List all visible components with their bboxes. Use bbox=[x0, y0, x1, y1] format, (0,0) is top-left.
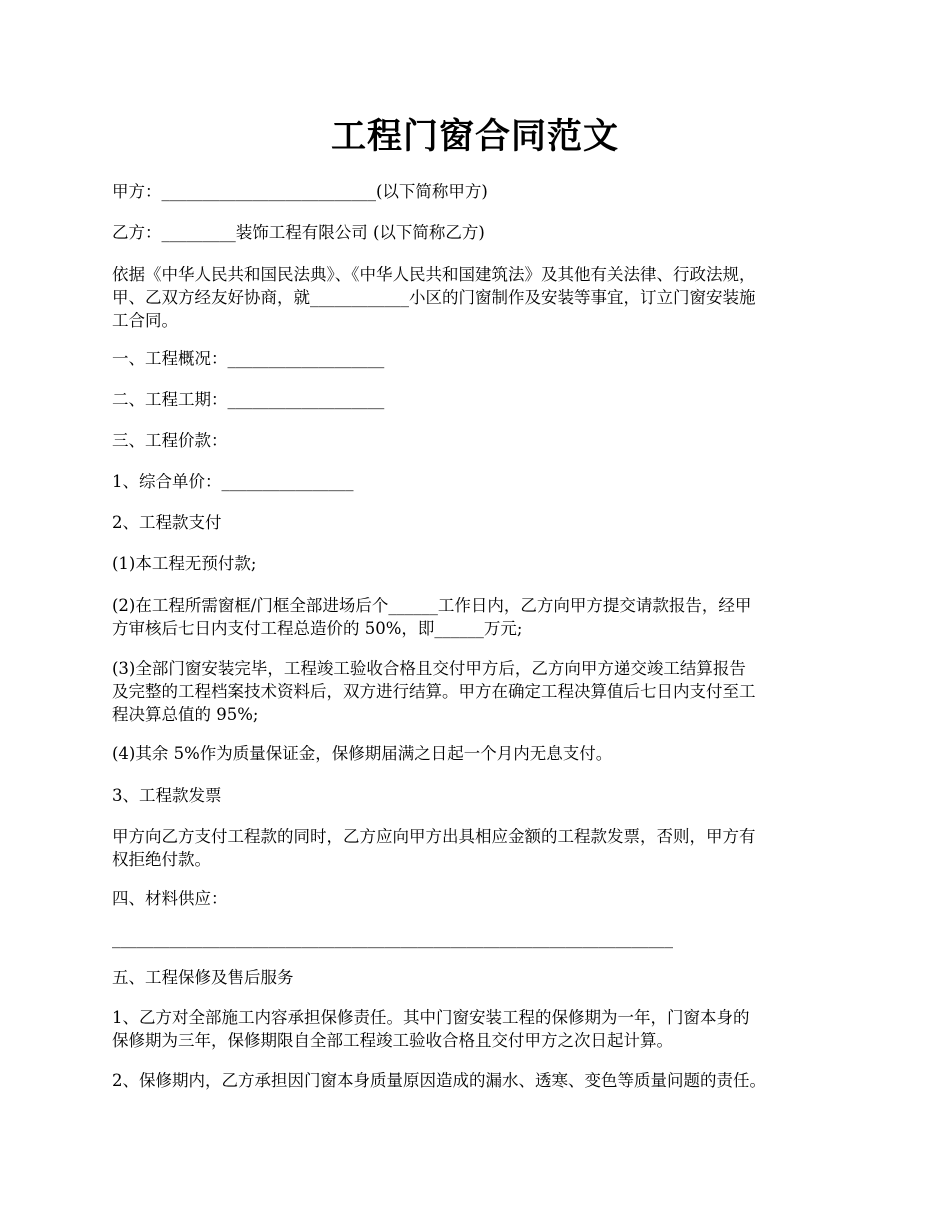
payment-item-3-line-2: 及完整的工程档案技术资料后，双方进行结算。甲方在确定工程决算值后七日内支付至工 bbox=[112, 682, 756, 701]
invoice-line-2: 权拒绝付款。 bbox=[112, 850, 211, 869]
material-blank-line: ____________________________________________________________________ bbox=[112, 929, 673, 948]
payment-item-3-line-3: 程决算总值的 95%; bbox=[112, 705, 259, 724]
party-b-line: 乙方：_________装饰工程有限公司 (以下简称乙方) bbox=[112, 223, 485, 242]
section-2-heading: 二、工程工期：___________________ bbox=[112, 390, 385, 409]
section-1-heading: 一、工程概况：___________________ bbox=[112, 349, 385, 368]
intro-line-3: 工合同。 bbox=[112, 311, 178, 330]
warranty-item-1-line-2: 保修期为三年，保修期限自全部工程竣工验收合格且交付甲方之次日起计算。 bbox=[112, 1031, 673, 1050]
section-3-heading: 三、工程价款： bbox=[112, 431, 228, 450]
unit-price-line: 1、综合单价：________________ bbox=[112, 472, 354, 491]
section-4-heading: 四、材料供应： bbox=[112, 889, 228, 908]
payment-heading: 2、工程款支付 bbox=[112, 513, 222, 532]
payment-item-2-line-1: (2)在工程所需窗框/门框全部进场后个______工作日内，乙方向甲方提交请款报告，经甲 bbox=[112, 596, 752, 615]
document-title: 工程门窗合同范文 bbox=[330, 116, 619, 157]
intro-line-1: 依据《中华人民共和国民法典》、《中华人民共和国建筑法》及其他有关法律、行政法规， bbox=[112, 265, 756, 284]
payment-item-1: (1)本工程无预付款; bbox=[112, 554, 257, 573]
party-a-line: 甲方：__________________________(以下简称甲方) bbox=[112, 182, 488, 201]
warranty-item-2: 2、保修期内，乙方承担因门窗本身质量原因造成的漏水、透寒、变色等质量问题的责任。 bbox=[112, 1071, 766, 1090]
section-5-heading: 五、工程保修及售后服务 bbox=[112, 968, 294, 987]
intro-line-2: 甲、乙双方经友好协商，就____________小区的门窗制作及安装等事宜，订立门窗安装施 bbox=[112, 288, 756, 307]
payment-item-3-line-1: (3)全部门窗安装完毕，工程竣工验收合格且交付甲方后，乙方向甲方递交竣工结算报告 bbox=[112, 659, 746, 678]
invoice-line-1: 甲方向乙方支付工程款的同时，乙方应向甲方出具相应金额的工程款发票，否则，甲方有 bbox=[112, 827, 756, 846]
warranty-item-1-line-1: 1、乙方对全部施工内容承担保修责任。其中门窗安装工程的保修期为一年，门窗本身的 bbox=[112, 1008, 750, 1027]
invoice-heading: 3、工程款发票 bbox=[112, 786, 222, 805]
payment-item-2-line-2: 方审核后七日内支付工程总造价的 50%，即______万元; bbox=[112, 619, 523, 638]
payment-item-4: (4)其余 5%作为质量保证金，保修期届满之日起一个月内无息支付。 bbox=[112, 744, 613, 763]
